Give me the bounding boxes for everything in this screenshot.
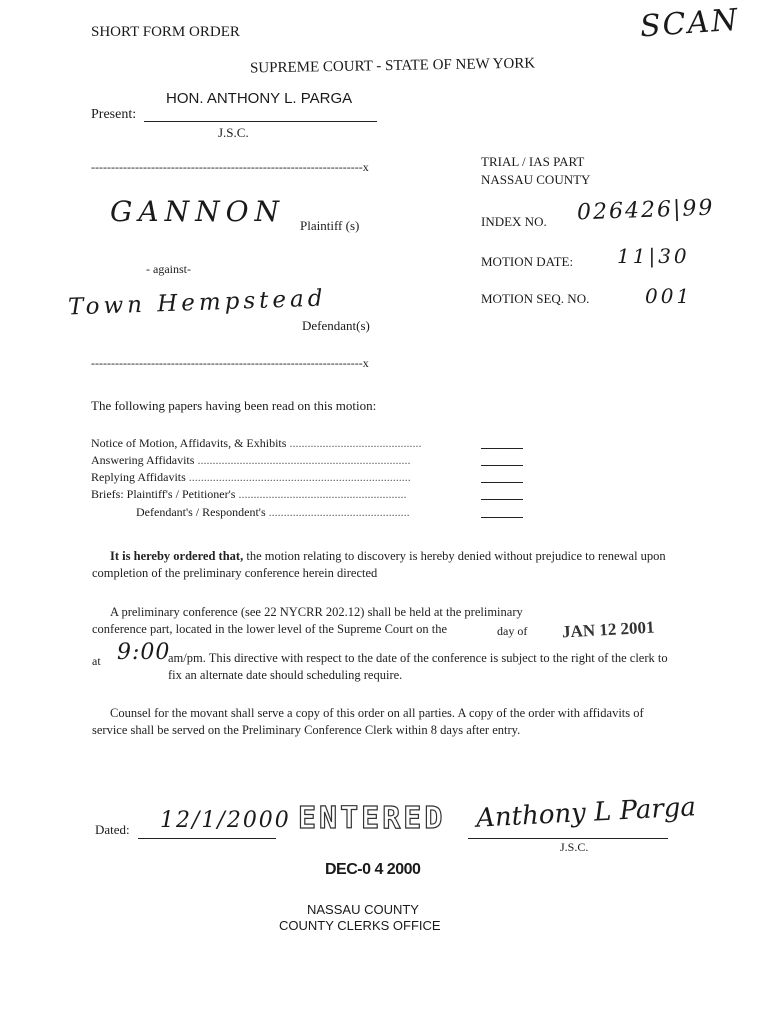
defendant-label: Defendant(s) (302, 318, 370, 333)
counsel-paragraph: Counsel for the movant shall serve a copy of this order on all parties. A copy of the order with affidavits of service shall be served on the Preliminary Conference Clerk within 8 days after entry. (92, 706, 644, 737)
paper-item: Answering Affidavits ....................................................................... (91, 453, 531, 468)
paper-item-label: Answering Affidavits (91, 453, 195, 467)
paper-blank (481, 438, 523, 449)
at-label: at (92, 654, 101, 668)
day-of-label: day of (497, 624, 528, 638)
plaintiff-name: GANNON (110, 195, 286, 228)
motion-seq-label: MOTION SEQ. NO. (481, 291, 590, 306)
signature-title: J.S.C. (560, 840, 589, 854)
form-type: SHORT FORM ORDER (91, 24, 240, 40)
order-text: the motion relating to discovery is hereby denied without prejudice to renewal upon completion of the preliminary conference herein directed (92, 549, 666, 580)
court-name: SUPREME COURT - STATE OF NEW YORK (249, 55, 536, 77)
order-lead: It is hereby ordered that, (110, 549, 244, 563)
present-label: Present: (91, 107, 137, 122)
present-line (144, 121, 377, 122)
conference-paragraph: A preliminary conference (see 22 NYCRR 202.12) shall be held at the preliminary conference part, located in the lower level of the Supreme Court on the (92, 605, 523, 636)
paper-item-label: Notice of Motion, Affidavits, & Exhibits (91, 436, 287, 450)
index-value: 026426|99 (576, 195, 715, 226)
defendant-name: Town Hempstead (67, 285, 327, 321)
clerk-line-2: COUNTY CLERKS OFFICE (279, 918, 441, 933)
paper-item: Replying Affidavits .......................................................................... (91, 470, 531, 485)
conference-continuation: am/pm. This directive with respect to the date of the conference is subject to the right of the clerk to fix an alternate date should scheduling require. (168, 651, 668, 682)
papers-intro: The following papers having been read on this motion: (91, 398, 377, 413)
index-label: INDEX NO. (481, 214, 547, 229)
paper-blank (481, 472, 523, 483)
caption-rule-bottom: --------------------------------------------------------------------x (91, 356, 369, 370)
paper-item-label: Defendant's / Respondent's (136, 505, 266, 519)
dated-label: Dated: (95, 822, 130, 837)
caption-rule-top: --------------------------------------------------------------------x (91, 160, 369, 174)
paper-item-label: Briefs: Plaintiff's / Petitioner's (91, 487, 236, 501)
judge-title: J.S.C. (218, 125, 249, 140)
trial-part: TRIAL / IAS PART (481, 154, 585, 169)
dated-line (138, 838, 276, 839)
entered-stamp: ENTERED (298, 801, 446, 836)
order-paragraph (92, 548, 682, 582)
motion-date-value: 11|30 (617, 244, 690, 268)
motion-date-label: MOTION DATE: (481, 254, 574, 269)
paper-blank (481, 507, 523, 518)
paper-blank (481, 455, 523, 466)
county-name: NASSAU COUNTY (481, 172, 591, 187)
clerk-line-1: NASSAU COUNTY (307, 902, 419, 917)
plaintiff-label: Plaintiff (s) (300, 218, 360, 233)
scan-mark: SCAN (638, 2, 741, 45)
signature-line (468, 838, 668, 839)
entered-date-stamp: DEC-0 4 2000 (325, 861, 421, 878)
judge-name: HON. ANTHONY L. PARGA (166, 90, 353, 107)
judge-signature: Anthony L Parga (475, 792, 697, 834)
paper-item-label: Replying Affidavits (91, 470, 186, 484)
conference-date-stamp: JAN 12 2001 (561, 617, 655, 642)
paper-item: Defendant's / Respondent's ............................................... (136, 505, 531, 520)
paper-item: Notice of Motion, Affidavits, & Exhibits ............................................ (91, 436, 531, 451)
against-label: - against- (146, 262, 191, 276)
motion-seq-value: 001 (645, 284, 693, 308)
dated-value: 12/1/2000 (160, 808, 291, 833)
conference-time: 9:00 (117, 640, 171, 665)
paper-blank (481, 489, 523, 500)
paper-item: Briefs: Plaintiff's / Petitioner's ........................................................ (91, 487, 531, 502)
